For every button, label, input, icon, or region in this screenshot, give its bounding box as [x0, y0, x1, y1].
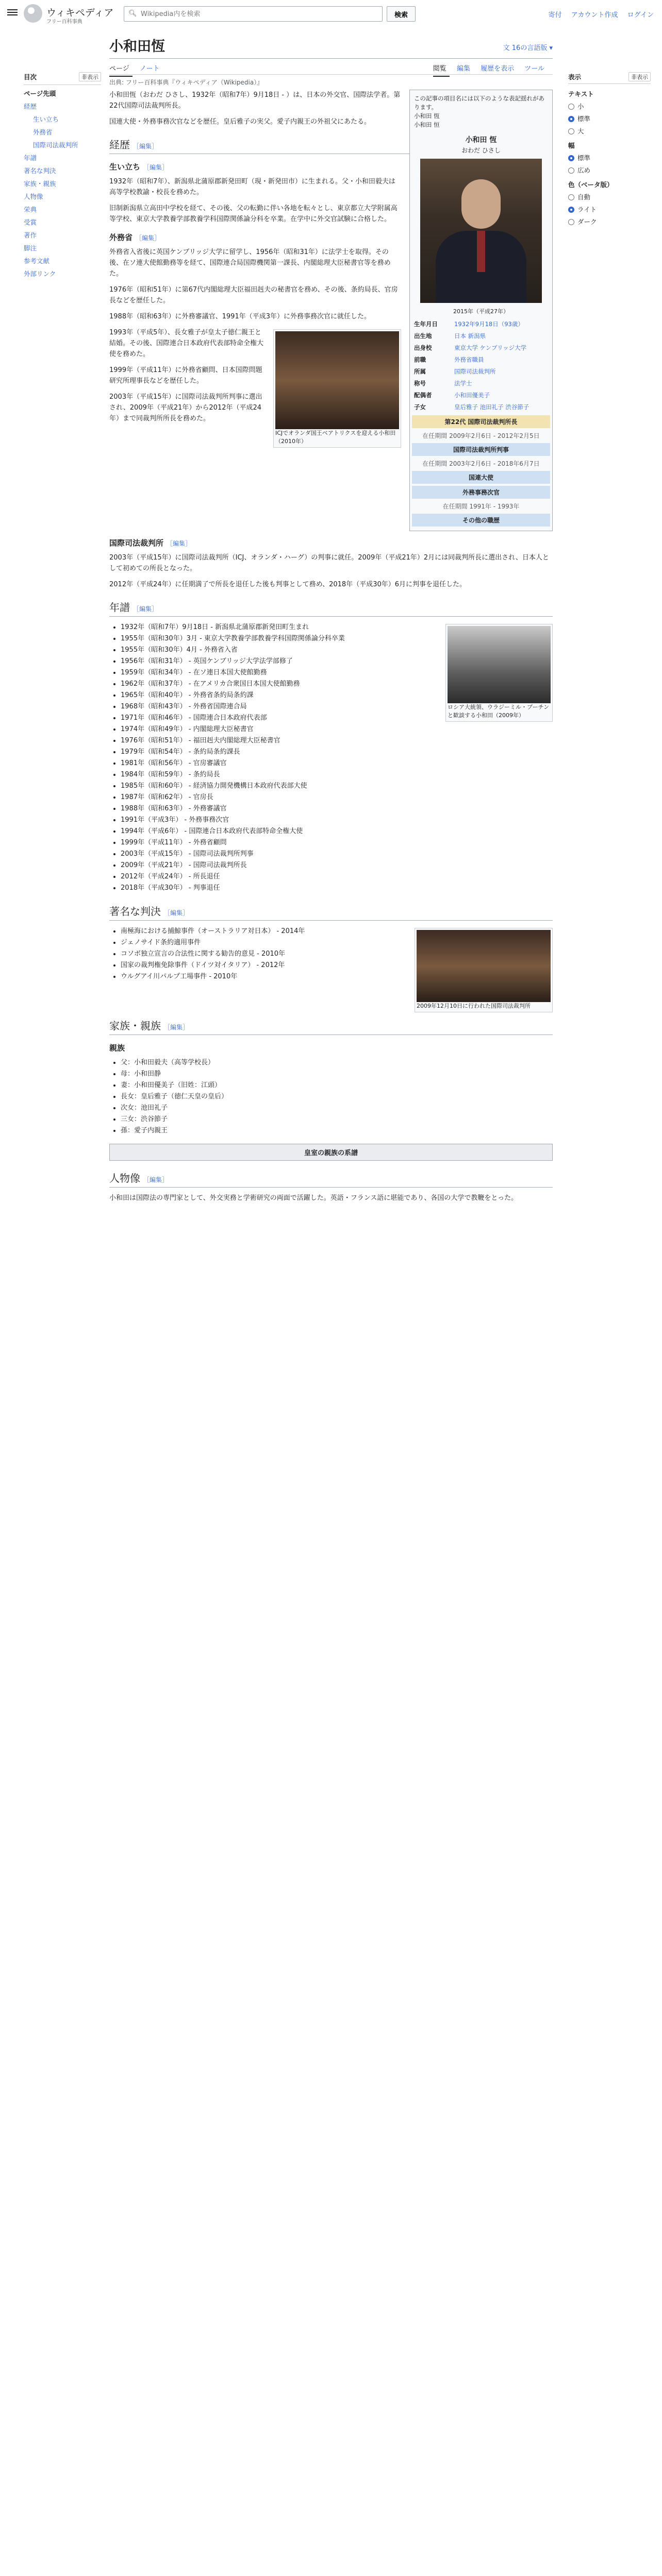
tab-talk[interactable]: ノート	[139, 65, 160, 73]
text-size-label: 大	[577, 127, 584, 135]
tab-edit[interactable]: 編集	[456, 65, 470, 73]
user-links	[541, 9, 654, 19]
section-character: 人物像 ［編集］	[109, 1170, 553, 1188]
infobox-key: 子女	[414, 403, 426, 411]
tab-history[interactable]: 履歴を表示	[481, 65, 515, 73]
family-item: • 母：小和田静	[121, 1069, 553, 1080]
navbox-family[interactable]: 皇室の親族の系譜	[109, 1144, 553, 1161]
infobox-term-1: 在任期間 2009年2月6日 - 2012年2月5日	[422, 432, 540, 439]
text-size-label: 標準	[577, 115, 591, 123]
chronology-item: • 1976年（昭和51年） - 福田赳夫内閣総理大臣秘書官	[121, 735, 553, 747]
icj-paragraph: 2012年（平成24年）に任期満了で所長を退任した後も判事として務め、2018年（平成30年）6月に判事を退任した。	[109, 581, 467, 588]
color-label: ダーク	[577, 218, 597, 226]
text-size-option[interactable]	[568, 126, 651, 135]
from-wikipedia: 出典: フリー百科事典『ウィキペディア（Wikipedia）』	[109, 79, 263, 86]
portrait-caption: 2015年（平成27年）	[453, 308, 509, 315]
radio-icon[interactable]	[568, 219, 574, 225]
infobox-band-vice-minister: 外務事務次官	[412, 486, 550, 499]
family-subheading: 親族	[109, 1043, 125, 1053]
search-button[interactable]: 検索	[387, 6, 416, 22]
edit-link[interactable]: ［編集］	[133, 143, 158, 150]
section-family: 家族・親族 ［編集］	[109, 1018, 553, 1035]
infobox-key: 所属	[414, 368, 426, 375]
edit-link[interactable]: ［編集］	[167, 540, 192, 547]
radio-icon[interactable]	[568, 207, 574, 213]
thumbnail-caption: ロシア大統領、ウラジーミル・プーチンと歓談する小和田（2009年）	[448, 704, 550, 719]
early-paragraph: 旧制新潟県立高田中学校を経て、その後、父の転勤に伴い各地を転々とし、東京都立大学附属高等学校、東京大学教養学部教養学科国際関係論分科を卒業。在学中に外交官試験に合格した。	[109, 205, 398, 223]
toc-item[interactable]: 国際司法裁判所	[33, 141, 78, 149]
mofa-paragraph: 1999年（平成11年）に外務省顧問、日本国際問題研究所理事長などを歴任した。	[109, 366, 262, 385]
color-option[interactable]	[568, 192, 651, 201]
court-image-2[interactable]	[417, 930, 551, 1002]
toc-item[interactable]: 著名な判決	[24, 167, 56, 175]
toc-hide-button[interactable]: 非表示	[79, 72, 101, 81]
chronology-item: • 1959年（昭和34年） - 在ソ連日本国大使館勤務	[121, 667, 553, 679]
infobox-band-icj-president: 第22代 国際司法裁判所長	[412, 415, 550, 428]
infobox-band-icj-judge: 国際司法裁判所判事	[412, 443, 550, 456]
toc-item[interactable]: 人物像	[24, 193, 43, 200]
infobox-row	[412, 342, 550, 354]
family-item: • 長女：皇后雅子（徳仁天皇の皇后）	[121, 1091, 553, 1103]
ruling-item: • 国家の裁判権免除事件（ドイツ対イタリア） - 2012年	[121, 960, 553, 971]
chronology-item: • 1962年（昭和37年） - 在アメリカ合衆国日本国大使館勤務	[121, 679, 553, 690]
search-icon: 🔍︎	[128, 10, 137, 18]
infobox	[409, 90, 553, 531]
mofa-paragraph: 外務省入省後に英国ケンブリッジ大学に留学し、1956年（昭和31年）に法学士を取得。その後、在ソ連大使館勤務等を経て、国際連合局国際機関第一課長、内閣総理大臣秘書官等を務めた。	[109, 248, 391, 278]
text-size-option[interactable]	[568, 101, 651, 111]
search-input[interactable]	[140, 9, 348, 19]
section-early-life: 生い立ち ［編集］	[109, 162, 169, 172]
toc-item[interactable]: 生い立ち	[33, 115, 59, 123]
site-brand[interactable]: ウィキペディア	[46, 7, 114, 19]
section-chronology: 年譜 ［編集］	[109, 599, 553, 617]
group-image[interactable]	[448, 626, 551, 703]
chronology-item: • 1987年（昭和62年） - 官房長	[121, 792, 553, 803]
width-options	[568, 153, 651, 175]
infobox-row	[412, 330, 550, 342]
thumbnail-caption: 2009年12月10日に行われた国際司法裁判所	[417, 1003, 531, 1009]
edit-link[interactable]: ［編集］	[143, 1176, 169, 1183]
infobox-key: 配偶者	[414, 392, 432, 399]
width-option[interactable]	[568, 153, 651, 162]
infobox-key: 出生地	[414, 332, 432, 340]
tab-tools[interactable]: ツール	[524, 65, 544, 73]
width-label: 標準	[577, 154, 591, 162]
chronology-item: • 1984年（昭和59年） - 条約局長	[121, 769, 553, 781]
table-of-contents	[24, 72, 101, 282]
mofa-paragraph: 1988年（昭和63年）に外務審議官、1991年（平成3年）に外務事務次官に就任した。	[109, 313, 371, 320]
infobox-row	[412, 389, 550, 401]
appearance-hide-button[interactable]: 非表示	[628, 72, 651, 81]
infobox-table	[412, 318, 550, 413]
court-image[interactable]	[275, 331, 399, 429]
family-item: • 孫：愛子内親王	[121, 1125, 553, 1137]
toc-item[interactable]: 受賞	[24, 218, 37, 226]
radio-icon[interactable]	[568, 167, 574, 174]
chronology-item: • 2018年（平成30年） - 判事退任	[121, 883, 553, 894]
toc-item[interactable]: 脚注	[24, 244, 37, 252]
text-size-label: 小	[577, 103, 584, 110]
early-paragraph: 1932年（昭和7年）、新潟県北蒲原郡新発田町（現・新発田市）に生まれる。父・小和田毅夫は高等学校教諭・校長を務めた。	[109, 178, 395, 196]
section-mofa: 外務省 ［編集］	[109, 233, 161, 242]
text-size-group: テキスト	[568, 90, 594, 98]
infobox-name: 小和田 恆	[465, 136, 497, 144]
chronology-item: • 1994年（平成6年） - 国際連合日本政府代表部特命全権大使	[121, 826, 553, 837]
ruling-item: • 南極海における捕鯨事件（オーストラリア対日本） - 2014年	[121, 926, 553, 937]
family-item: • 父：小和田毅夫（高等学校長）	[121, 1057, 553, 1069]
text-size-options	[568, 101, 651, 135]
page-title: 小和田恆	[109, 35, 553, 59]
infobox-key: 前職	[414, 356, 426, 363]
family-list	[109, 1057, 553, 1137]
chronology-item: • 1985年（昭和60年） - 経済協力開発機構日本政府代表部大使	[121, 781, 553, 792]
ruling-item: • ジェノサイド条約適用事件	[121, 937, 553, 948]
infobox-row	[412, 378, 550, 389]
infobox-term-2: 在任期間 2003年2月6日 - 2018年6月7日	[422, 460, 540, 467]
icj-paragraph: 2003年（平成15年）に国際司法裁判所（ICJ、オランダ・ハーグ）の判事に就任。2009年（平成21年）2月には同裁判所長に選出され、日本人として初めての所長となった。	[109, 554, 549, 572]
infobox-band-un-ambassador: 国連大使	[412, 471, 550, 484]
main-menu-button[interactable]	[7, 8, 18, 18]
infobox-key: 称号	[414, 380, 426, 387]
section-career: 経歴 ［編集］	[109, 137, 553, 154]
chronology-item: • 1955年（昭和30年）3月 - 東京大学教養学部教養学科国際関係論分科卒業	[121, 633, 553, 645]
infobox-value[interactable]: 法学士	[454, 380, 472, 387]
chronology-item: • 1979年（昭和54年） - 条約局条約課長	[121, 747, 553, 758]
infobox-row	[412, 366, 550, 378]
color-group: 色（ベータ版）	[568, 181, 614, 189]
chronology-item: • 1956年（昭和31年） - 英国ケンブリッジ大学法学部修了	[121, 656, 553, 667]
edit-link[interactable]: ［編集］	[143, 164, 169, 171]
chronology-item: • 1988年（昭和63年） - 外務審議官	[121, 803, 553, 815]
thumbnail-group	[445, 624, 553, 722]
radio-icon[interactable]	[568, 104, 574, 110]
wikipedia-logo-icon[interactable]	[24, 4, 42, 23]
edit-link[interactable]: ［編集］	[136, 234, 161, 242]
infobox-key: 生年月日	[414, 320, 438, 328]
radio-icon[interactable]	[568, 155, 574, 161]
mofa-paragraph: 1993年（平成5年）、長女雅子が皇太子徳仁親王と結婚。その後、国際連合日本政府代表部特命全権大使を務めた。	[109, 329, 264, 358]
toc-title: 目次 非表示	[24, 72, 101, 81]
chronology-item: • 1955年（昭和30年）4月 - 外務省入省	[121, 645, 553, 656]
toc-item[interactable]: 外部リンク	[24, 270, 56, 278]
toc-list	[24, 101, 101, 278]
infobox-row	[412, 401, 550, 413]
character-paragraph: 小和田は国際法の専門家として、外交実務と学術研究の両面で活躍した。英語・フランス語に堪能であり、各国の大学で教鞭をとった。	[109, 1194, 518, 1202]
width-group: 幅	[568, 142, 575, 149]
language-selector[interactable]: 文︎ 16の言語版 ▾	[503, 44, 553, 52]
infobox-row	[412, 354, 550, 366]
tab-page[interactable]: ページ	[109, 59, 133, 77]
infobox-value[interactable]: 小和田優美子	[454, 392, 490, 399]
radio-icon[interactable]	[568, 116, 574, 122]
login-link[interactable]: ログイン	[627, 11, 654, 19]
chronology-item: • 1968年（昭和43年） - 外務省国際連合局	[121, 701, 553, 713]
lead-paragraph-2: 国連大使・外務事務次官などを歴任。皇后雅子の実父。愛子内親王の外祖父にあたる。	[109, 118, 371, 126]
thumbnail-caption: ICJでオランダ国王ベアトリクスを迎える小和田（2010年）	[275, 430, 396, 445]
infobox-term-4: 在任期間 1991年 - 1993年	[442, 503, 520, 510]
thumbnail-court	[273, 329, 401, 448]
radio-icon[interactable]	[568, 194, 574, 200]
thumbnail-court-2	[415, 928, 553, 1012]
create-account-link[interactable]: アカウント作成	[571, 11, 618, 19]
toc-item[interactable]: 経歴	[24, 103, 37, 110]
page-tabs	[109, 59, 553, 75]
chronology-item: • 1981年（昭和56年） - 官房審議官	[121, 758, 553, 769]
toc-item[interactable]: 年譜	[24, 154, 37, 162]
text-size-option[interactable]	[568, 114, 651, 123]
donate-link[interactable]: 寄付	[548, 11, 562, 19]
lead-paragraph-1: 小和田恆（おわだ ひさし、1932年（昭和7年）9月18日 - ）は、日本の外交官、国際法学者。第22代国際司法裁判所長。	[109, 91, 401, 110]
width-option[interactable]	[568, 165, 651, 175]
search-box[interactable]	[124, 6, 383, 22]
toc-item-top[interactable]: ページ先頭	[24, 90, 56, 97]
portrait-image[interactable]	[420, 159, 542, 303]
chronology-item: • 1965年（昭和40年） - 外務省条約局条約課	[121, 690, 553, 701]
infobox-key: 出身校	[414, 344, 432, 351]
section-rulings: 著名な判決 ［編集］	[109, 903, 553, 921]
chronology-item: • 1991年（平成3年） - 外務事務次官	[121, 815, 553, 826]
edit-link[interactable]: ［編集］	[164, 1024, 189, 1031]
infobox-reading: おわだ ひさし	[461, 147, 501, 154]
chronology-item: • 2009年（平成21年） - 国際司法裁判所長	[121, 860, 553, 871]
section-icj: 国際司法裁判所 ［編集］	[109, 538, 192, 548]
main-content	[109, 31, 553, 1209]
chronology-item: • 2003年（平成15年） - 国際司法裁判所判事	[121, 849, 553, 860]
infobox-value[interactable]: 日本 新潟県	[454, 332, 486, 340]
appearance-title: 表示 非表示	[568, 72, 651, 84]
infobox-value[interactable]: 1932年9月18日（93歳）	[454, 320, 524, 328]
mofa-paragraph: 1976年（昭和51年）に第67代内閣総理大臣福田赳夫の秘書官を務め、その後、条約局長、官房長などを歴任した。	[109, 286, 398, 304]
width-label: 広め	[577, 166, 591, 174]
color-options	[568, 192, 651, 226]
site-tagline: フリー百科事典	[46, 19, 82, 25]
toc-item[interactable]: 家族・親族	[24, 180, 56, 188]
infobox-value[interactable]: 外務省職員	[454, 356, 484, 363]
site-header	[0, 0, 662, 28]
color-option[interactable]	[568, 217, 651, 226]
toc-item[interactable]: 参考文献	[24, 257, 50, 265]
family-item: • 三女：渋谷節子	[121, 1114, 553, 1125]
family-item: • 次女：池田礼子	[121, 1103, 553, 1114]
color-option[interactable]	[568, 205, 651, 214]
infobox-value[interactable]: 東京大学 ケンブリッジ大学	[454, 344, 527, 351]
chronology-item: • 1999年（平成11年） - 外務省顧問	[121, 837, 553, 849]
infobox-notice: この記事の項目名には以下のような表記揺れがあります。 小和田 恆 小和田 恒	[414, 95, 544, 128]
toc-item[interactable]: 外務省	[33, 128, 53, 136]
radio-icon[interactable]	[568, 128, 574, 134]
chronology-item: • 2012年（平成24年） - 所長退任	[121, 871, 553, 883]
ruling-item: • コソボ独立宣言の合法性に関する勧告的意見 - 2010年	[121, 948, 553, 960]
infobox-value[interactable]: 国際司法裁判所	[454, 368, 496, 375]
toc-item[interactable]: 著作	[24, 231, 37, 239]
color-label: 自動	[577, 193, 591, 201]
tab-read[interactable]: 閲覧	[433, 59, 450, 77]
chronology-item: • 1974年（昭和49年） - 内閣総理大臣秘書官	[121, 724, 553, 735]
edit-link[interactable]: ［編集］	[133, 605, 158, 613]
edit-link[interactable]: ［編集］	[164, 909, 189, 917]
infobox-row	[412, 318, 550, 330]
color-label: ライト	[577, 206, 597, 213]
chronology-item: • 1932年（昭和7年）9月18日 - 新潟県北蒲原郡新発田町生まれ	[121, 622, 553, 633]
infobox-band-other: その他の職歴	[412, 514, 550, 527]
family-item: • 妻：小和田優美子（旧姓：江頭）	[121, 1080, 553, 1091]
toc-item[interactable]: 栄典	[24, 206, 37, 213]
infobox-value[interactable]: 皇后雅子 池田礼子 渋谷節子	[454, 403, 529, 411]
appearance-panel	[568, 72, 651, 229]
chronology-item: • 1971年（昭和46年） - 国際連合日本政府代表部	[121, 713, 553, 724]
ruling-item: • ウルグアイ川パルプ工場事件 - 2010年	[121, 971, 553, 982]
mofa-paragraph: 2003年（平成15年）に国際司法裁判所判事に選出され、2009年（平成21年）から2012年（平成24年）まで同裁判所所長を務めた。	[109, 393, 262, 422]
